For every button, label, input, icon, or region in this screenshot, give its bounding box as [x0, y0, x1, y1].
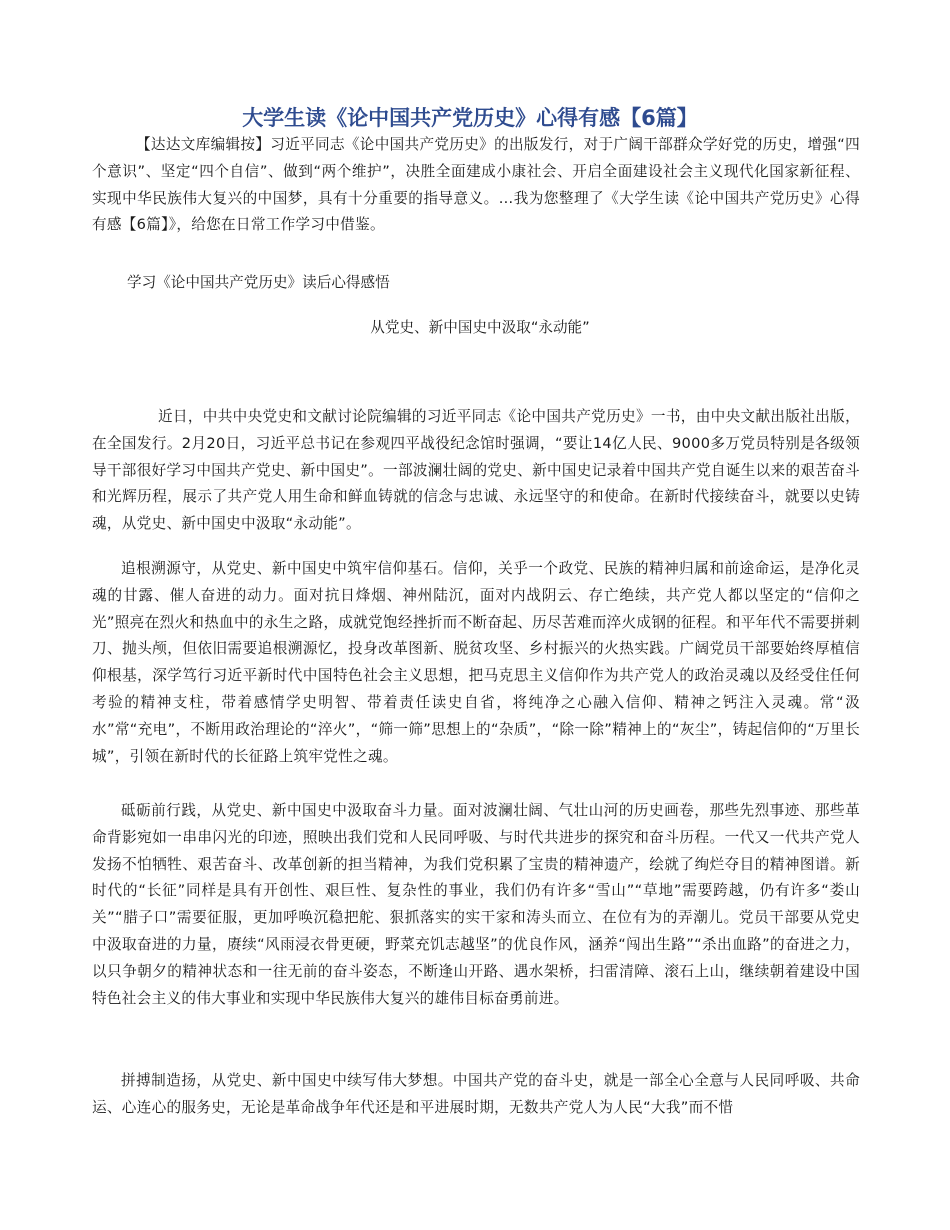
paragraph-3: 砥砺前行践，从党史、新中国史中汲取奋斗力量。面对波澜壮阔、气壮山河的历史画卷，那些先烈事迹、那些革命背影宛如一串串闪光的印迹，照映出我们党和人民同呼吸、与时代共进步的探究和奋斗历程。一代又一代共产党人发扬不怕牺牲、艰苦奋斗、改革创新的担当精神，为我们党积累了宝贵的精神遗产，绘就了绚烂夺目的精神图谱。新时代的“长征”同样是具有开创性、艰巨性、复杂性的事业，我们仍有许多“雪山”“草地”需要跨越，仍有许多“娄山关”“腊子口”需要征服，更加呼唤沉稳把舵、狠抓落实的实干家和涛头而立、在位有为的弄潮儿。党员干部要从党史中汲取奋进的力量，赓续“风雨浸衣骨更硬，野菜充饥志越坚”的优良作风，涵养“闯出生路”“杀出血路”的奋进之力，以只争朝夕的精神状态和一往无前的奋斗姿态，不断逢山开路、遇水架桥，扫雷清障、滚石上山，继续朝着建设中国特色社会主义的伟大事业和实现中华民族伟大复兴的雄伟目标奋勇前进。	[92, 802, 860, 1007]
paragraph-4: 拼搏制造扬，从党史、新中国史中续写伟大梦想。中国共产党的奋斗史，就是一部全心全意与人民同呼吸、共命运、心连心的服务史，无论是革命战争年代还是和平进展时期，无数共产党人为人民“大我”而不惜	[92, 1072, 860, 1116]
section-heading: 学习《论中国共产党历史》读后心得感悟	[127, 274, 390, 291]
article-subtitle: 从党史、新中国史中汲取“永动能”	[370, 319, 590, 336]
paragraph-1: 近日，中共中央党史和文献讨论院编辑的习近平同志《论中国共产党历史》一书，由中央文献出版社出版，在全国发行。2月20日，习近平总书记在参观四平战役纪念馆时强调，“要让14亿人民、9000多万党员特别是各级领导干部很好学习中国共产党史、新中国史”。一部波澜壮阔的党史、新中国史记录着中国共产党自诞生以来的艰苦奋斗和光辉历程，展示了共产党人用生命和鲜血铸就的信念与忠诚、永远坚守的和使命。在新时代接续奋斗，就要以史铸魂，从党史、新中国史中汲取“永动能”。	[92, 408, 860, 533]
paragraph-2: 追根溯源守，从党史、新中国史中筑牢信仰基石。信仰，关乎一个政党、民族的精神归属和前途命运，是净化灵魂的甘露、催人奋进的动力。面对抗日烽烟、神州陆沉，面对内战阴云、存亡绝续，共产党人都以坚定的“信仰之光”照亮在烈火和热血中的永生之路，成就党饱经挫折而不断奋起、历尽苦难而淬火成钢的征程。和平年代不需要拼刺刀、抛头颅，但依旧需要追根溯源忆，投身改革图新、脱贫攻坚、乡村振兴的火热实践。广阔党员干部要始终厚植信仰根基，深学笃行习近平新时代中国特色社会主义思想，把马克思主义信仰作为共产党人的政治灵魂以及经受住任何考验的精神支柱，带着感情学史明智、带着责任读史自省，将纯净之心融入信仰、精神之钙注入灵魂。常“汲水”常“充电”，不断用政治理论的“淬火”，“筛一筛”思想上的“杂质”，“除一除”精神上的“灰尘”，铸起信仰的“万里长城”，引领在新时代的长征路上筑牢党性之魂。	[92, 560, 860, 765]
editor-intro: 【达达文库编辑按】习近平同志《论中国共产党历史》的出版发行，对于广阔干部群众学好党的历史，增强“四个意识”、坚定“四个自信”、做到“两个维护”，决胜全面建成小康社会、开启全面建设社会主义现代化国家新征程、实现中华民族伟大复兴的中国梦，具有十分重要的指导意义。…我为您整理了《大学生读《论中国共产党历史》心得有感【6篇】》，给您在日常工作学习中借鉴。	[92, 136, 860, 234]
document-title: 大学生读《论中国共产党历史》心得有感【6篇】	[242, 106, 698, 130]
